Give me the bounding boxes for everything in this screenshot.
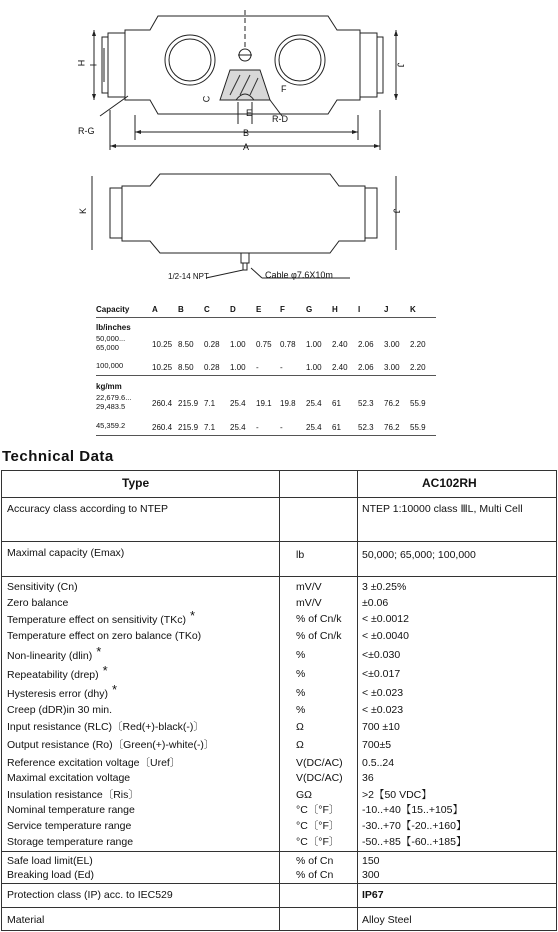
label-I: I [88, 63, 99, 67]
dim-col-10: J [384, 305, 389, 314]
param-value: <±0.017 [362, 668, 401, 680]
dim-value: 1.00 [306, 340, 322, 349]
load-value: 150 [362, 855, 380, 867]
param-value: -50..+85【-60..+185】 [362, 836, 467, 848]
dim-row [96, 334, 436, 352]
material-value: Alloy Steel [362, 914, 412, 926]
side-view-left-end [110, 188, 122, 238]
param-label [7, 804, 135, 816]
load-unit: % of Cn [296, 869, 334, 881]
dim-value: 2.06 [358, 340, 374, 349]
side-view-right-end [365, 188, 377, 238]
dim-value: - [280, 363, 283, 372]
dim-value: 76.2 [384, 423, 400, 432]
param-value: 36 [362, 772, 374, 784]
param-unit: % [296, 649, 306, 661]
param-value: <±0.030 [362, 649, 401, 661]
param-value: < ±0.023 [362, 704, 404, 716]
dim-value: 55.9 [410, 423, 426, 432]
param-label-text: Creep (dDR)in 30 min. [7, 704, 113, 716]
dim-col-9: I [358, 305, 361, 314]
dim-value: 1.00 [230, 363, 246, 372]
param-unit: mV/V [296, 581, 322, 593]
label-F: F [281, 84, 287, 94]
param-unit: °C〔°F〕 [296, 820, 340, 832]
param-label-text: Sensitivity (Cn) [7, 581, 78, 593]
dim-value: 260.4 [152, 399, 173, 408]
label-B: B [243, 128, 250, 138]
left-bolt-hole [165, 35, 215, 85]
capacity-value: 50,000; 65,000; 100,000 [362, 549, 476, 561]
param-unit: % [296, 704, 306, 716]
dim-value: 76.2 [384, 399, 400, 408]
dim-row [96, 361, 436, 373]
param-unit: V(DC/AC) [296, 757, 343, 769]
dim-col-11: K [410, 305, 416, 314]
param-value: 700±5 [362, 739, 392, 751]
dim-value: 2.20 [410, 363, 426, 372]
param-unit: % of Cn/k [296, 630, 342, 642]
param-label [7, 772, 130, 784]
load-unit: % of Cn [296, 855, 334, 867]
dim-unit-label: lb/inches [96, 323, 131, 332]
param-label-text: Service temperature range [7, 820, 132, 832]
dim-value: 215.9 [178, 423, 199, 432]
dim-value: 0.75 [256, 340, 272, 349]
side-view-body [122, 174, 365, 253]
param-label-text: Nominal temperature range [7, 804, 135, 816]
param-unit: °C〔°F〕 [296, 804, 340, 816]
param-label [7, 757, 180, 769]
technical-drawings [0, 0, 558, 290]
param-label [7, 630, 201, 642]
param-value: 3 ±0.25% [362, 581, 407, 593]
param-value: 700 ±10 [362, 721, 400, 733]
dim-value: 3.00 [384, 340, 400, 349]
label-J: J [395, 62, 406, 68]
footnote-star: * [111, 682, 117, 697]
dim-row [96, 421, 436, 433]
dim-value: 0.28 [204, 340, 220, 349]
param-label-text: Maximal excitation voltage [7, 772, 131, 784]
label-A: A [243, 142, 250, 152]
footnote-star: * [189, 608, 196, 623]
dim-row [96, 393, 436, 411]
param-unit: Ω [296, 739, 304, 751]
dim-value: 7.1 [204, 423, 216, 432]
param-unit: % of Cn/k [296, 613, 342, 625]
dim-col-0: Capacity [96, 305, 130, 314]
cable-connector [241, 253, 249, 263]
right-bolt-hole [275, 35, 325, 85]
param-unit: Ω [296, 721, 304, 733]
dim-value: 55.9 [410, 399, 426, 408]
param-value: < ±0.023 [362, 687, 404, 699]
dim-col-6: F [280, 305, 285, 314]
dim-value: 0.28 [204, 363, 220, 372]
dim-value: 52.3 [358, 399, 374, 408]
dim-col-3: C [204, 305, 210, 314]
load-value: 300 [362, 869, 380, 881]
dim-capacity: 100,000 [96, 361, 124, 370]
param-label [7, 739, 214, 751]
dim-capacity: 45,359.2 [96, 421, 126, 430]
param-label [7, 789, 139, 801]
dim-col-4: D [230, 305, 236, 314]
accuracy-value: NTEP 1:10000 class ⅢL, Multi Cell [362, 503, 523, 515]
param-unit: GΩ [296, 789, 313, 801]
param-label-text: Hysteresis error (dhy) [7, 688, 108, 700]
param-label-text: Non-linearity (dlin) [7, 650, 93, 662]
param-value: -30..+70【-20..+160】 [362, 820, 467, 832]
label-R-D: R-D [272, 114, 288, 124]
dim-value: 2.40 [332, 363, 348, 372]
param-label [7, 820, 131, 832]
load-label: Safe load limit(EL) [7, 855, 93, 867]
label-K: K [78, 207, 89, 215]
param-label-text: Reference excitation voltage〔Uref〕 [7, 757, 181, 769]
dim-value: 3.00 [384, 363, 400, 372]
param-unit: % [296, 668, 306, 680]
dim-value: 1.00 [306, 363, 322, 372]
param-unit: mV/V [296, 597, 322, 609]
label-R-G: R-G [78, 126, 95, 136]
protection-value: IP67 [362, 889, 384, 901]
label-C: C [201, 95, 212, 103]
label-npt: 1/2-14 NPT [168, 272, 209, 281]
technical-data-title: Technical Data [2, 448, 114, 465]
dim-header-row [96, 305, 436, 317]
dim-value: 7.1 [204, 399, 216, 408]
param-label [7, 836, 133, 848]
dim-section-0 [96, 323, 436, 335]
dim-value: 215.9 [178, 399, 199, 408]
param-value: ±0.06 [362, 597, 389, 609]
dim-col-2: B [178, 305, 184, 314]
dim-value: 1.00 [230, 340, 246, 349]
param-label-text: Repeatability (drep) [7, 669, 99, 681]
param-label-text: Insulation resistance〔Ris〕 [7, 789, 139, 801]
dim-value: 2.06 [358, 363, 374, 372]
param-value: -10..+40【15..+105】 [362, 804, 463, 816]
param-label [7, 682, 117, 700]
dim-value: 10.25 [152, 363, 173, 372]
dim-value: 25.4 [230, 399, 246, 408]
param-value: < ±0.0040 [362, 630, 409, 642]
dim-value: 0.78 [280, 340, 296, 349]
param-unit: V(DC/AC) [296, 772, 343, 784]
dim-value: 8.50 [178, 363, 194, 372]
dim-value: 25.4 [306, 423, 322, 432]
header-model: AC102RH [422, 476, 477, 490]
material-label: Material [7, 914, 45, 926]
dim-value: 2.20 [410, 340, 426, 349]
dim-value: 52.3 [358, 423, 374, 432]
dim-value: 19.1 [256, 399, 272, 408]
dim-value: 19.8 [280, 399, 296, 408]
dim-value: 61 [332, 399, 341, 408]
dim-value: - [280, 423, 283, 432]
param-label [7, 721, 204, 733]
dim-value: 25.4 [230, 423, 246, 432]
dim-capacity: 50,000... 65,000 [96, 334, 126, 352]
dim-col-5: E [256, 305, 262, 314]
label-cable: Cable φ7.6X10m [265, 270, 333, 280]
dim-col-7: G [306, 305, 313, 314]
param-value: < ±0.0012 [362, 613, 409, 625]
param-label [7, 644, 102, 662]
param-label [7, 581, 78, 593]
param-unit: °C〔°F〕 [296, 836, 340, 848]
param-label-text: Zero balance [7, 597, 69, 609]
param-label [7, 608, 196, 626]
accuracy-label: Accuracy class according to NTEP [7, 503, 169, 515]
top-view-left-end [108, 33, 125, 97]
param-label-text: Output resistance (Ro)〔Green(+)-white(-)〕 [7, 739, 215, 751]
capacity-label: Maximal capacity (Emax) [7, 547, 125, 559]
param-label-text: Temperature effect on zero balance (TKo) [7, 630, 202, 642]
param-label-text: Input resistance (RLC)〔Red(+)-black(-)〕 [7, 721, 204, 733]
dim-section-1 [96, 382, 436, 394]
dim-capacity: 22,679.6... 29,483.5 [96, 393, 132, 411]
label-J-side: J [391, 208, 402, 214]
technical-data-table [1, 470, 557, 931]
param-label-text: Storage temperature range [7, 836, 134, 848]
param-label [7, 704, 112, 716]
dim-value: 25.4 [306, 399, 322, 408]
param-label [7, 663, 108, 681]
header-type: Type [122, 476, 150, 490]
param-label [7, 597, 68, 609]
param-unit: % [296, 687, 306, 699]
dim-unit-label: kg/mm [96, 382, 122, 391]
param-value: 0.5..24 [362, 757, 395, 769]
dim-value: 61 [332, 423, 341, 432]
footnote-star: * [96, 644, 102, 659]
dim-value: 8.50 [178, 340, 194, 349]
footnote-star: * [102, 663, 108, 678]
top-view-right-end [360, 33, 377, 97]
dim-col-8: H [332, 305, 338, 314]
dim-value: 10.25 [152, 340, 173, 349]
dim-value: 260.4 [152, 423, 173, 432]
load-label: Breaking load (Ed) [7, 869, 94, 881]
dim-value: - [256, 423, 259, 432]
param-label-text: Temperature effect on sensitivity (TKc) [7, 614, 186, 626]
label-H: H [76, 59, 87, 67]
protection-label: Protection class (IP) acc. to IEC529 [7, 889, 173, 901]
dim-col-1: A [152, 305, 158, 314]
label-E: E [246, 108, 253, 118]
param-value: >2【50 VDC】 [362, 789, 432, 801]
dim-value: - [256, 363, 259, 372]
dim-value: 2.40 [332, 340, 348, 349]
capacity-unit: lb [296, 549, 305, 561]
